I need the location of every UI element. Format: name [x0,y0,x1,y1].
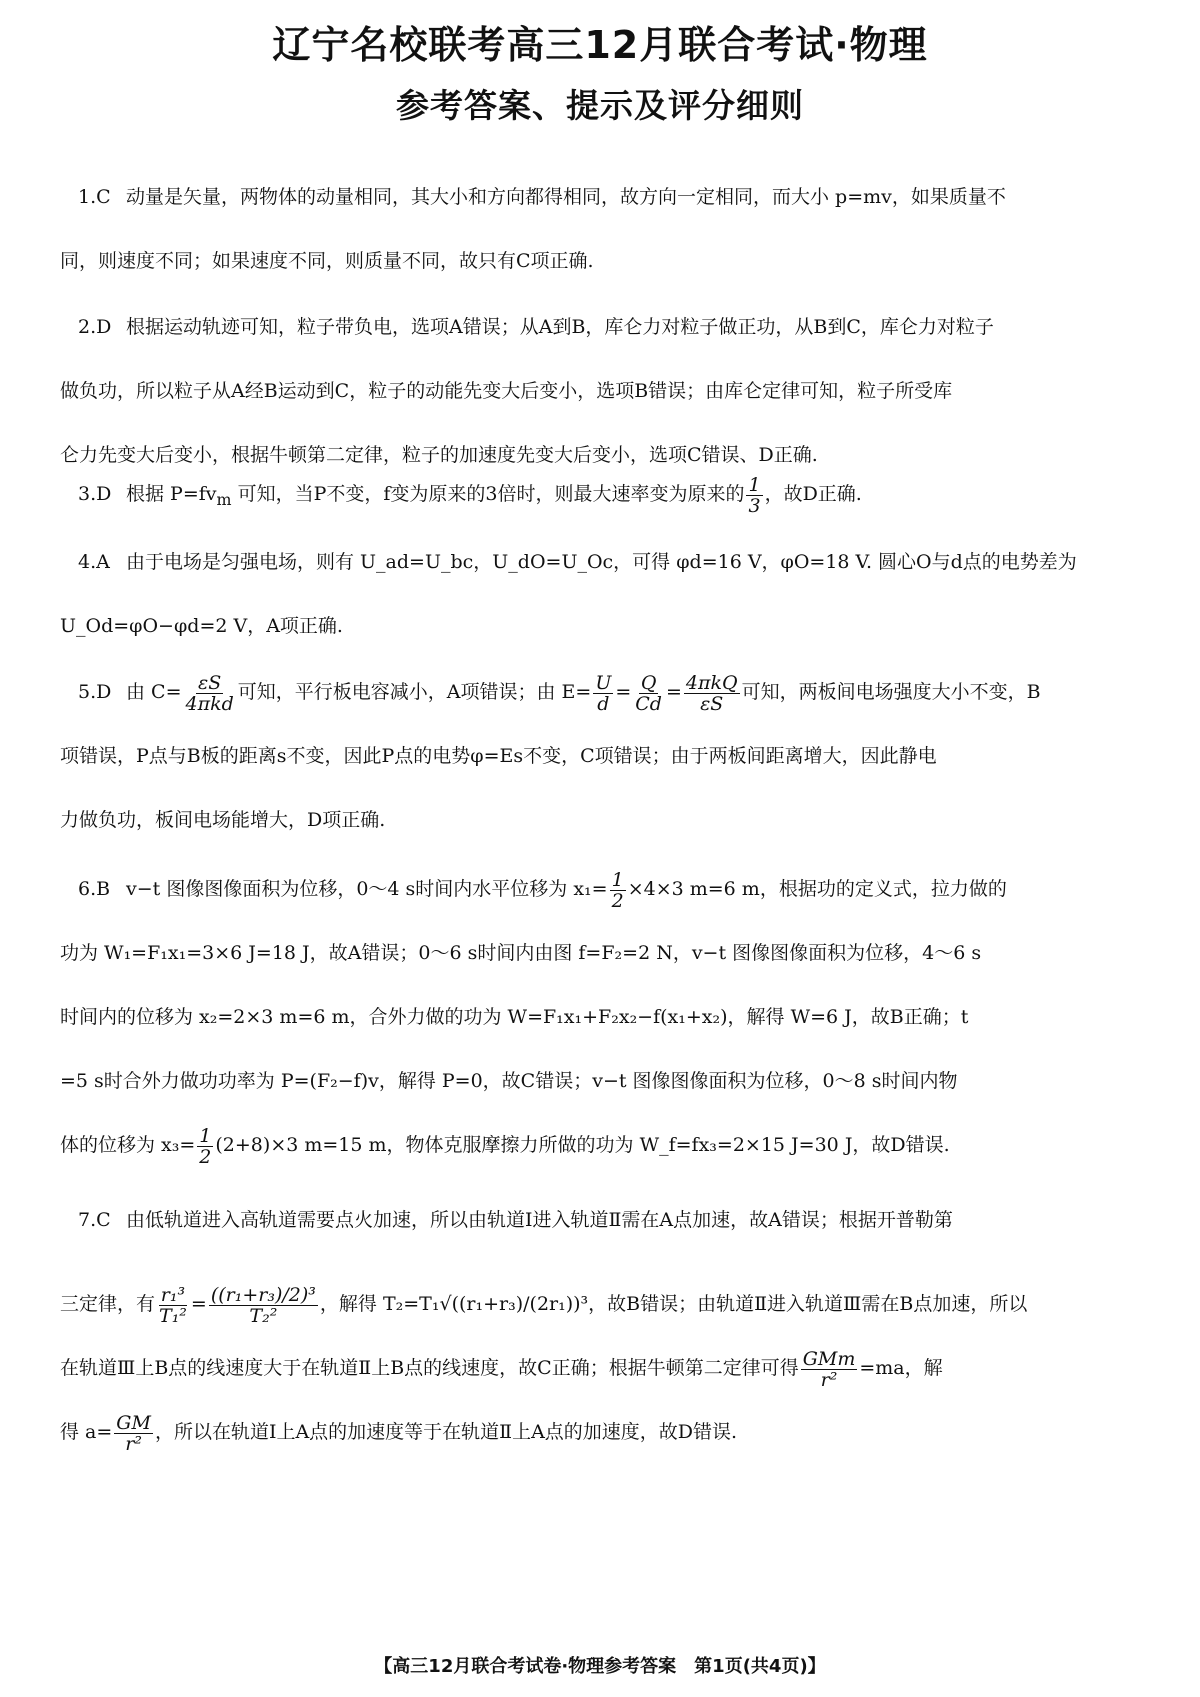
answer-text: (2+8)×3 m=15 m，物体克服摩擦力所做的功为 W_f=fx₃=2×15 J=30 J，故D错误. [215,1134,950,1156]
denominator: d [597,692,610,715]
answer-number: 4.A [78,551,110,573]
fraction [633,673,664,714]
answer-3 [60,462,1150,532]
numerator: Q [640,671,657,694]
answer-1 [60,165,1150,293]
fraction [593,673,613,714]
subscript: m [216,489,232,509]
denominator: 3 [748,494,761,517]
answer-text: ，故B错误；由轨道Ⅱ进入轨道Ⅲ需在B点加速，所以 [588,1293,1028,1315]
denominator: 2 [199,1145,212,1168]
answer-text: =ma，解 [859,1357,943,1379]
answer-text: 根据 P=fv [126,483,217,505]
answer-text: 项错误，P点与B板的距离s不变，因此P点的电势φ=Es不变，C项错误；由于两板间距离增大，因此静电 [60,745,937,767]
fraction [610,870,626,911]
answer-text: 得 a= [60,1421,113,1443]
denominator: 4πkd [185,692,234,715]
answer-text: 由于电场是匀强电场，则有 U_ad=U_bc，U_dO=U_Oc，可得 φd=16 V，φO=18 V. 圆心O与d点的电势差为 [126,551,1077,573]
numerator: U [595,671,612,694]
page-footer: 【高三12月联合考试卷·物理参考答案 第1页(共4页)】 [374,1656,826,1677]
page-subtitle: 参考答案、提示及评分细则 [396,86,804,125]
answer-text: 功为 W₁=F₁x₁=3×6 J=18 J，故A错误；0～6 s时间内由图 f=F₂=2 N，v−t 图像图像面积为位移，4～6 s [60,942,982,964]
answer-text: 力做负功，板间电场能增大，D项正确. [60,809,386,831]
answer-text: 由 C= [126,681,182,703]
numerator: ((r₁+r₃)/2)³ [210,1283,316,1306]
answer-number: 5.D [78,681,112,703]
numerator: 1 [748,473,761,496]
fraction [746,475,762,516]
denominator: εS [700,692,724,715]
numerator: GM [116,1411,151,1434]
fraction [801,1349,858,1390]
answer-text: ，解得 T₂=T₁√((r₁+r₃)/(2r₁))³ [319,1293,589,1315]
equals-sign: = [615,681,632,703]
answer-text: 在轨道Ⅲ上B点的线速度大于在轨道Ⅱ上B点的线速度，故C正确；根据牛顿第二定律可得 [60,1357,799,1379]
fraction [114,1413,153,1454]
page-title: 辽宁名校联考高三12月联合考试·物理 [272,23,928,67]
numerator: 4πkQ [685,671,738,694]
answer-text: 三定律，有 [60,1293,156,1315]
numerator: GMm [802,1347,856,1370]
answer-text: 由低轨道进入高轨道需要点火加速，所以由轨道Ⅰ进入轨道Ⅱ需在A点加速，故A错误；根据开普勒第 [126,1209,953,1231]
fraction [209,1285,318,1326]
equals-sign: = [665,681,682,703]
answer-text: ，故D正确. [764,483,862,505]
denominator: 2 [611,889,624,912]
answer-6 [60,857,1150,1177]
answer-number: 2.D [78,316,112,338]
answer-number: 3.D [78,483,112,505]
denominator: T₁² [159,1304,187,1327]
answer-text: 仑力先变大后变小，根据牛顿第二定律，粒子的加速度先变大后变小，选项C错误、D正确. [60,444,818,466]
answer-text: ×4×3 m=6 m，根据功的定义式，拉力做的 [627,878,1007,900]
answer-text: U_Od=φO−φd=2 V，A项正确. [60,615,343,637]
denominator: r² [820,1368,838,1391]
answer-text: 根据运动轨迹可知，粒子带负电，选项A错误；从A到B，库仑力对粒子做正功，从B到C，库仑力对粒子 [126,316,994,338]
denominator: Cd [635,692,662,715]
answer-text: 做负功，所以粒子从A经B运动到C，粒子的动能先变大后变小，选项B错误；由库仑定律可知，粒子所受库 [60,380,953,402]
answer-text: 时间内的位移为 x₂=2×3 m=6 m，合外力做的功为 W=F₁x₁+F₂x₂−f(x₁+x₂)，解得 W=6 J，故B正确；t [60,1006,969,1028]
answer-5 [60,660,1150,852]
numerator: r₁³ [160,1283,186,1306]
numerator: 1 [611,868,624,891]
denominator: r² [125,1432,142,1455]
answer-text: =5 s时合外力做功功率为 P=(F₂−f)v，解得 P=0，故C错误；v−t 图像图像面积为位移，0～8 s时间内物 [60,1070,958,1092]
numerator: 1 [199,1124,212,1147]
answer-text: 动量是矢量，两物体的动量相同，其大小和方向都得相同，故方向一定相同，而大小 p=mv，如果质量不 [126,186,1006,208]
answer-number: 7.C [78,1209,111,1231]
fraction [197,1126,213,1167]
fraction [157,1285,189,1326]
answer-text: 可知，平行板电容减小，A项错误；由 E= [237,681,592,703]
fraction [684,673,740,714]
answer-text: 体的位移为 x₃= [60,1134,196,1156]
answer-text: 可知，当P不变，f变为原来的3倍时，则最大速率变为原来的 [231,483,745,505]
answer-text: 同，则速度不同；如果速度不同，则质量不同，故只有C项正确. [60,250,594,272]
answer-2 [60,295,1150,487]
answer-text: 可知，两板间电场强度大小不变，B [741,681,1041,703]
denominator: T₂² [249,1304,278,1327]
answer-text: v−t 图像图像面积为位移，0～4 s时间内水平位移为 x₁= [126,878,608,900]
answer-number: 1.C [78,186,111,208]
answer-4 [60,530,1150,658]
answer-number: 6.B [78,878,111,900]
answer-7: 7.C 由低轨道进入高轨道需要点火加速，所以由轨道Ⅰ进入轨道Ⅱ需在A点加速，故A错误；根据开普勒第 三定律，有 $\frac{\text{r₁³}}{\text{T₁²}}$ = $\frac{\text{((r₁+r₃)/2)³}}{\text{T₂²}}$ ，解得 T₂=T₁√((r₁+r₃)/(2r₁))³，故B错误；由轨道Ⅱ进入轨道Ⅲ需在B点加速，所以 在轨道Ⅲ上B点的线速度大于在轨道Ⅱ上B点的线速度，故C正确；根据牛顿第二定律可得 $\frac{\text{GMm}}{\text{r²}}$ =ma，解 得 a= $\frac{GM}{\text{r²}}$ ，所以在轨道Ⅰ上A点的加速度等于在轨道Ⅱ上A点的加速度，故D错误. [60,1188,1150,1464]
fraction [184,673,236,714]
numerator: εS [198,671,222,694]
answer-text: ，所以在轨道Ⅰ上A点的加速度等于在轨道Ⅱ上A点的加速度，故D错误. [154,1421,738,1443]
